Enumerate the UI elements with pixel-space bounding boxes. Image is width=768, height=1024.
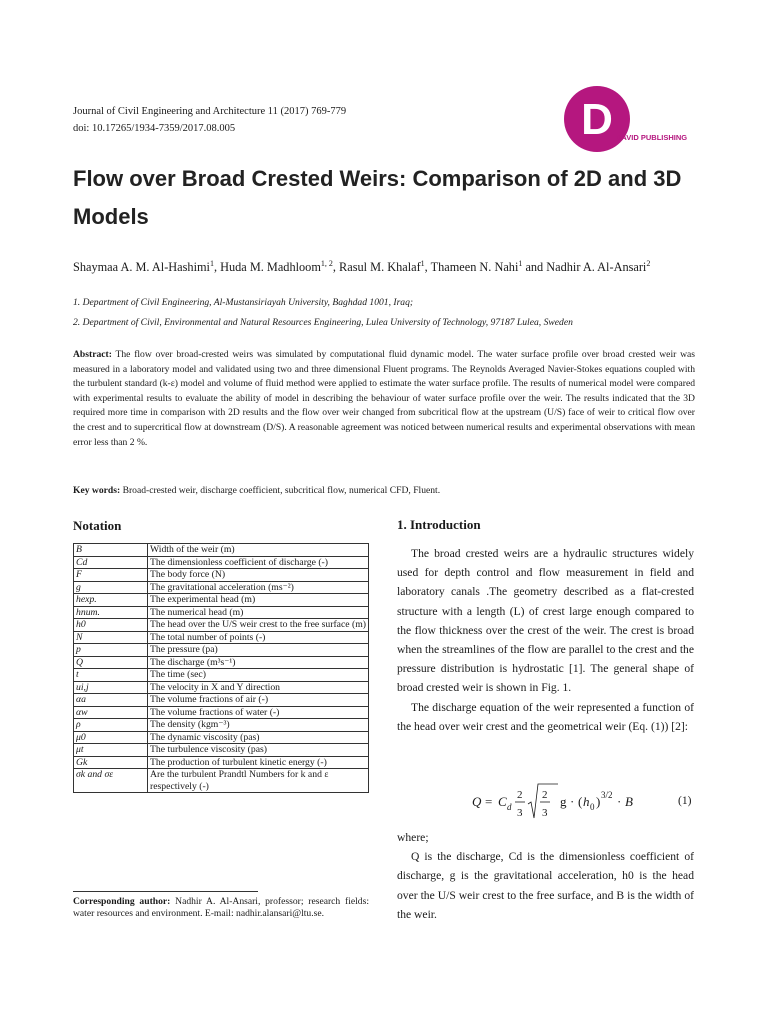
paragraph-text: where; <box>397 831 429 844</box>
keywords-label: Key words: <box>73 485 121 496</box>
notation-description: The numerical head (m) <box>148 606 369 619</box>
keywords-text: Broad-crested weir, discharge coefficient, subcritical flow, numerical CFD, Fluent. <box>122 485 441 496</box>
notation-row <box>74 606 369 619</box>
notation-description: The velocity in X and Y direction <box>148 681 369 694</box>
notation-row <box>74 619 369 632</box>
journal-doi: doi: 10.17265/1934-7359/2017.08.005 <box>73 123 236 134</box>
svg-text:3/2: 3/2 <box>601 790 613 800</box>
notation-table <box>73 543 369 793</box>
introduction-paragraph-2 <box>397 828 694 924</box>
svg-text:3: 3 <box>517 807 523 819</box>
author-affiliation-mark: 1 <box>420 259 425 268</box>
paragraph-text: The discharge equation of the weir represented a function of the head over weir crest and the geometrical weir (Eq. (1)) [2]: <box>397 700 694 733</box>
notation-description: The total number of points (-) <box>148 631 369 644</box>
logo-text: DAVID PUBLISHING <box>616 133 688 142</box>
paper-title: Flow over Broad Crested Weirs: Comparison of 2D and 3D Models <box>73 166 682 229</box>
svg-text:h: h <box>583 794 590 809</box>
svg-text:·: · <box>570 794 575 809</box>
notation-description: The volume fractions of water (-) <box>148 706 369 719</box>
author-affiliation-mark: 1 <box>209 259 214 268</box>
notation-symbol: σk and σε <box>74 769 148 793</box>
notation-description: Width of the weir (m) <box>148 544 369 557</box>
equation-number: (1) <box>678 794 692 807</box>
notation-row <box>74 756 369 769</box>
notation-description: The turbulence viscosity (pas) <box>148 744 369 757</box>
notation-symbol: N <box>74 631 148 644</box>
notation-row <box>74 581 369 594</box>
svg-text:C: C <box>498 794 507 809</box>
author-name: Rasul M. Khalaf <box>339 260 421 275</box>
author-affiliation-mark: 2 <box>646 259 651 268</box>
notation-row <box>74 669 369 682</box>
notation-symbol: g <box>74 581 148 594</box>
notation-row <box>74 731 369 744</box>
notation-symbol: hnum. <box>74 606 148 619</box>
notation-symbol: ui,j <box>74 681 148 694</box>
notation-symbol: p <box>74 644 148 657</box>
notation-description: The discharge (m³s⁻¹) <box>148 656 369 669</box>
notation-description: The head over the U/S weir crest to the free surface (m) <box>148 619 369 632</box>
notation-heading: Notation <box>73 518 122 533</box>
author-name: Nadhir A. Al-Ansari <box>546 260 647 275</box>
notation-row <box>74 556 369 569</box>
notation-symbol: αw <box>74 706 148 719</box>
notation-description: The density (kgm⁻³) <box>148 719 369 732</box>
keywords <box>73 484 695 498</box>
svg-text:d: d <box>507 802 512 812</box>
notation-row <box>74 631 369 644</box>
notation-row <box>74 644 369 657</box>
corresponding-author-footnote <box>73 896 369 921</box>
abstract <box>73 348 695 450</box>
svg-text:(: ( <box>578 794 583 809</box>
notation-description: The dimensionless coefficient of discharge (-) <box>148 556 369 569</box>
notation-symbol: F⃗ <box>74 569 148 582</box>
author-affiliation-mark: 1, 2 <box>320 259 333 268</box>
notation-description: The gravitational acceleration (ms⁻²) <box>148 581 369 594</box>
notation-symbol: Q <box>74 656 148 669</box>
notation-description: The volume fractions of air (-) <box>148 694 369 707</box>
david-publishing-logo <box>558 84 698 154</box>
affiliation-1: 1. Department of Civil Engineering, Al-Mustansiriayah University, Baghdad 1001, Iraq; <box>73 297 414 308</box>
affiliation-2: 2. Department of Civil, Environmental and Natural Resources Engineering, Lulea University of Technology, 97187 Lulea, Sweden <box>73 317 573 328</box>
author-list: Shaymaa A. M. Al-Hashimi$^1$, Huda M. Madhloom$^{1, 2}$, Rasul M. Khalaf$^1$, Thameen N. Nahi$^1$ and Nadhir A. Al-Ansari$^2$ <box>73 259 651 275</box>
notation-row <box>74 694 369 707</box>
notation-symbol: μ0 <box>74 731 148 744</box>
notation-symbol: h0 <box>74 619 148 632</box>
paragraph-text: Q is the discharge, Cd is the dimensionless coefficient of discharge, g is the gravitational acceleration, h0 is the head over the U/S weir crest to the free surface, and B is the width of the weir. <box>397 850 694 921</box>
notation-row <box>74 681 369 694</box>
introduction-paragraph-1 <box>397 544 694 736</box>
notation-description: The body force (N) <box>148 569 369 582</box>
notation-row <box>74 769 369 793</box>
notation-row <box>74 656 369 669</box>
notation-symbol: Cd <box>74 556 148 569</box>
notation-row <box>74 544 369 557</box>
notation-description: The time (sec) <box>148 669 369 682</box>
abstract-text: The flow over broad-crested weirs was simulated by computational fluid dynamic model. The water surface profile over broad crested weir was measured in a laboratory model and validated using two and three dimensional Fluent programs. The Reynolds Averaged Navier-Stokes equations coupled with the turbulent standard (k-ε) model and volume of fluid method were applied to estimate the water surface profile. The results of numerical model were compared with experimental results to evaluate the ability of model in describing the behaviour of water surface profile over the weir. The results indicated that the 3D required more time in comparison with 2D results and the flow over weir changed from subcritical flow at the upstream (U/S) face of weir to critical flow over the crest and to supercritical flow at downstream (D/S). A reasonable agreement was noticed between numerical results and experimental observations with mean error less than 2 %. <box>73 349 695 448</box>
abstract-label: Abstract: <box>73 349 112 360</box>
notation-row <box>74 569 369 582</box>
notation-symbol: μt <box>74 744 148 757</box>
paragraph-text: The broad crested weirs are a hydraulic structures widely used for depth control and flow measurement in field and laboratory canals .The geometry described as a flat-crested structure with a length (L) of crest large enough compared to the flow thickness over the crest of the weir. The crest is broad when the streamlines of the flow are parallel to the crest and the pressure distribution is hydrostatic [1]. The general shape of broad crested weir is shown in Fig. 1. <box>397 547 694 695</box>
svg-text:Q: Q <box>472 794 482 809</box>
introduction-heading: 1. Introduction <box>397 517 481 532</box>
journal-citation: Journal of Civil Engineering and Architecture 11 (2017) 769-779 <box>73 106 347 117</box>
logo-letter: D <box>581 95 613 144</box>
notation-symbol: B <box>74 544 148 557</box>
notation-description: Are the turbulent Prandtl Numbers for k and ε respectively (-) <box>148 769 369 793</box>
author-name: Huda M. Madhloom <box>220 260 321 275</box>
author-affiliation-mark: 1 <box>518 259 523 268</box>
svg-text:B: B <box>625 794 633 809</box>
svg-text:=: = <box>485 794 493 809</box>
notation-symbol: t <box>74 669 148 682</box>
svg-text:2: 2 <box>542 789 548 801</box>
footnote-label: Corresponding author: <box>73 896 171 907</box>
notation-row <box>74 719 369 732</box>
notation-symbol: ρ <box>74 719 148 732</box>
notation-row <box>74 706 369 719</box>
notation-row <box>74 744 369 757</box>
author-name: Shaymaa A. M. Al-Hashimi <box>73 260 210 275</box>
notation-symbol: hexp. <box>74 594 148 607</box>
svg-text:): ) <box>596 794 601 809</box>
notation-description: The experimental head (m) <box>148 594 369 607</box>
notation-description: The pressure (pa) <box>148 644 369 657</box>
footnote-text: Nadhir A. Al-Ansari, professor; research fields: water resources and environment. E-mail: nadhir.alansari@ltu.se. <box>73 896 369 920</box>
footnote-divider <box>73 891 258 892</box>
author-name: Thameen N. Nahi <box>430 260 519 275</box>
svg-text:·: · <box>617 794 622 809</box>
svg-text:0: 0 <box>590 802 595 812</box>
notation-symbol: Gk <box>74 756 148 769</box>
svg-text:g: g <box>560 794 567 809</box>
svg-text:2: 2 <box>517 789 523 801</box>
notation-description: The production of turbulent kinetic energy (-) <box>148 756 369 769</box>
notation-description: The dynamic viscosity (pas) <box>148 731 369 744</box>
svg-text:3: 3 <box>542 807 548 819</box>
discharge-equation <box>470 780 700 824</box>
notation-row <box>74 594 369 607</box>
notation-table-body <box>74 544 369 793</box>
notation-symbol: αa <box>74 694 148 707</box>
